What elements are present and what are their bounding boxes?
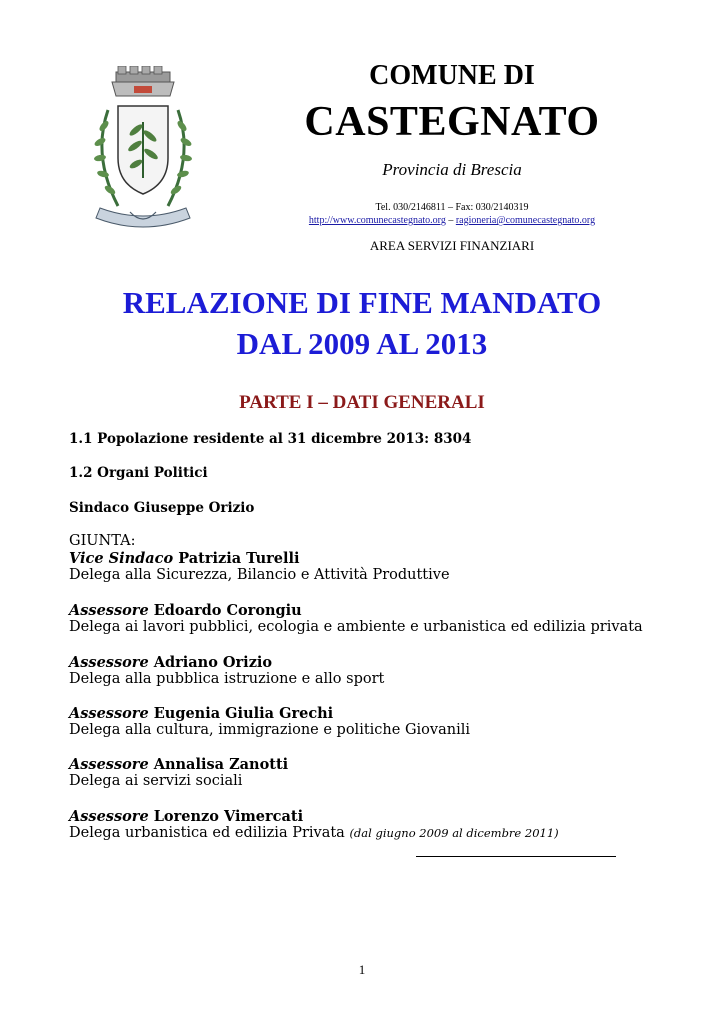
- member-vice-sindaco: [69, 550, 669, 583]
- member-name: Eugenia Giulia Grechi: [148, 705, 334, 722]
- part-title: PARTE I – DATI GENERALI: [239, 392, 485, 413]
- member-name: Lorenzo Vimercati: [148, 808, 304, 825]
- member-role: Assessore: [69, 756, 149, 773]
- giunta-label: GIUNTA:: [69, 533, 136, 549]
- page-number: 1: [358, 962, 366, 977]
- header-comune-di: COMUNE DI: [369, 60, 535, 91]
- separator-line: [416, 856, 616, 857]
- member-name: Annalisa Zanotti: [148, 756, 289, 773]
- member-delega: Delega alla cultura, immigrazione e politiche Giovanili: [69, 722, 470, 738]
- member-assessore-vimercati: [69, 808, 669, 841]
- member-heading: [69, 654, 669, 671]
- member-assessore-grechi: [69, 705, 669, 738]
- member-role: Assessore: [69, 602, 149, 619]
- header-province: Provincia di Brescia: [382, 160, 522, 179]
- member-role: Assessore: [69, 654, 149, 671]
- document-title: [0, 282, 724, 364]
- link-separator: –: [445, 215, 456, 226]
- population-line: 1.1 Popolazione residente al 31 dicembre 2013: 8304: [69, 431, 472, 447]
- member-delega: Delega alla pubblica istruzione e allo sport: [69, 671, 385, 687]
- document-title-line1: RELAZIONE DI FINE MANDATO: [122, 285, 602, 320]
- member-heading: [69, 756, 669, 773]
- member-heading: [69, 602, 669, 619]
- email-link[interactable]: ragioneria@comunecastegnato.org: [455, 215, 596, 226]
- member-delega: Delega alla Sicurezza, Bilancio e Attività Produttive: [69, 567, 450, 583]
- header-area: AREA SERVIZI FINANZIARI: [369, 238, 535, 253]
- member-role: Vice Sindaco: [69, 550, 174, 567]
- member-name: Patrizia Turelli: [173, 550, 300, 567]
- mayor-line: Sindaco Giuseppe Orizio: [69, 500, 255, 516]
- website-link[interactable]: http://www.comunecastegnato.org: [308, 215, 446, 226]
- member-delega-text: Delega urbanistica ed edilizia Privata: [69, 825, 350, 841]
- document-title-line2: DAL 2009 AL 2013: [236, 326, 488, 361]
- member-period-note: (dal giugno 2009 al dicembre 2011): [349, 826, 559, 840]
- member-name: Adriano Orizio: [148, 654, 273, 671]
- member-heading: [69, 705, 669, 722]
- phone-fax-line: Tel. 030/2146811 – Fax: 030/2140319: [375, 202, 529, 213]
- member-assessore-corongiu: [69, 602, 669, 635]
- member-delega: Delega ai servizi sociali: [69, 773, 243, 789]
- member-role: Assessore: [69, 705, 149, 722]
- member-assessore-zanotti: [69, 756, 669, 789]
- member-assessore-orizio: [69, 654, 669, 687]
- web-email-line: [250, 214, 654, 227]
- member-delega: [69, 825, 669, 841]
- header-town-name: CASTEGNATO: [304, 99, 600, 145]
- member-delega: Delega ai lavori pubblici, ecologia e ambiente e urbanistica ed edilizia privata: [69, 619, 643, 635]
- member-heading: [69, 550, 669, 567]
- member-role: Assessore: [69, 808, 149, 825]
- member-heading: [69, 808, 669, 825]
- header-contacts: [0, 201, 724, 227]
- member-name: Edoardo Corongiu: [148, 602, 302, 619]
- organs-heading: 1.2 Organi Politici: [69, 465, 208, 481]
